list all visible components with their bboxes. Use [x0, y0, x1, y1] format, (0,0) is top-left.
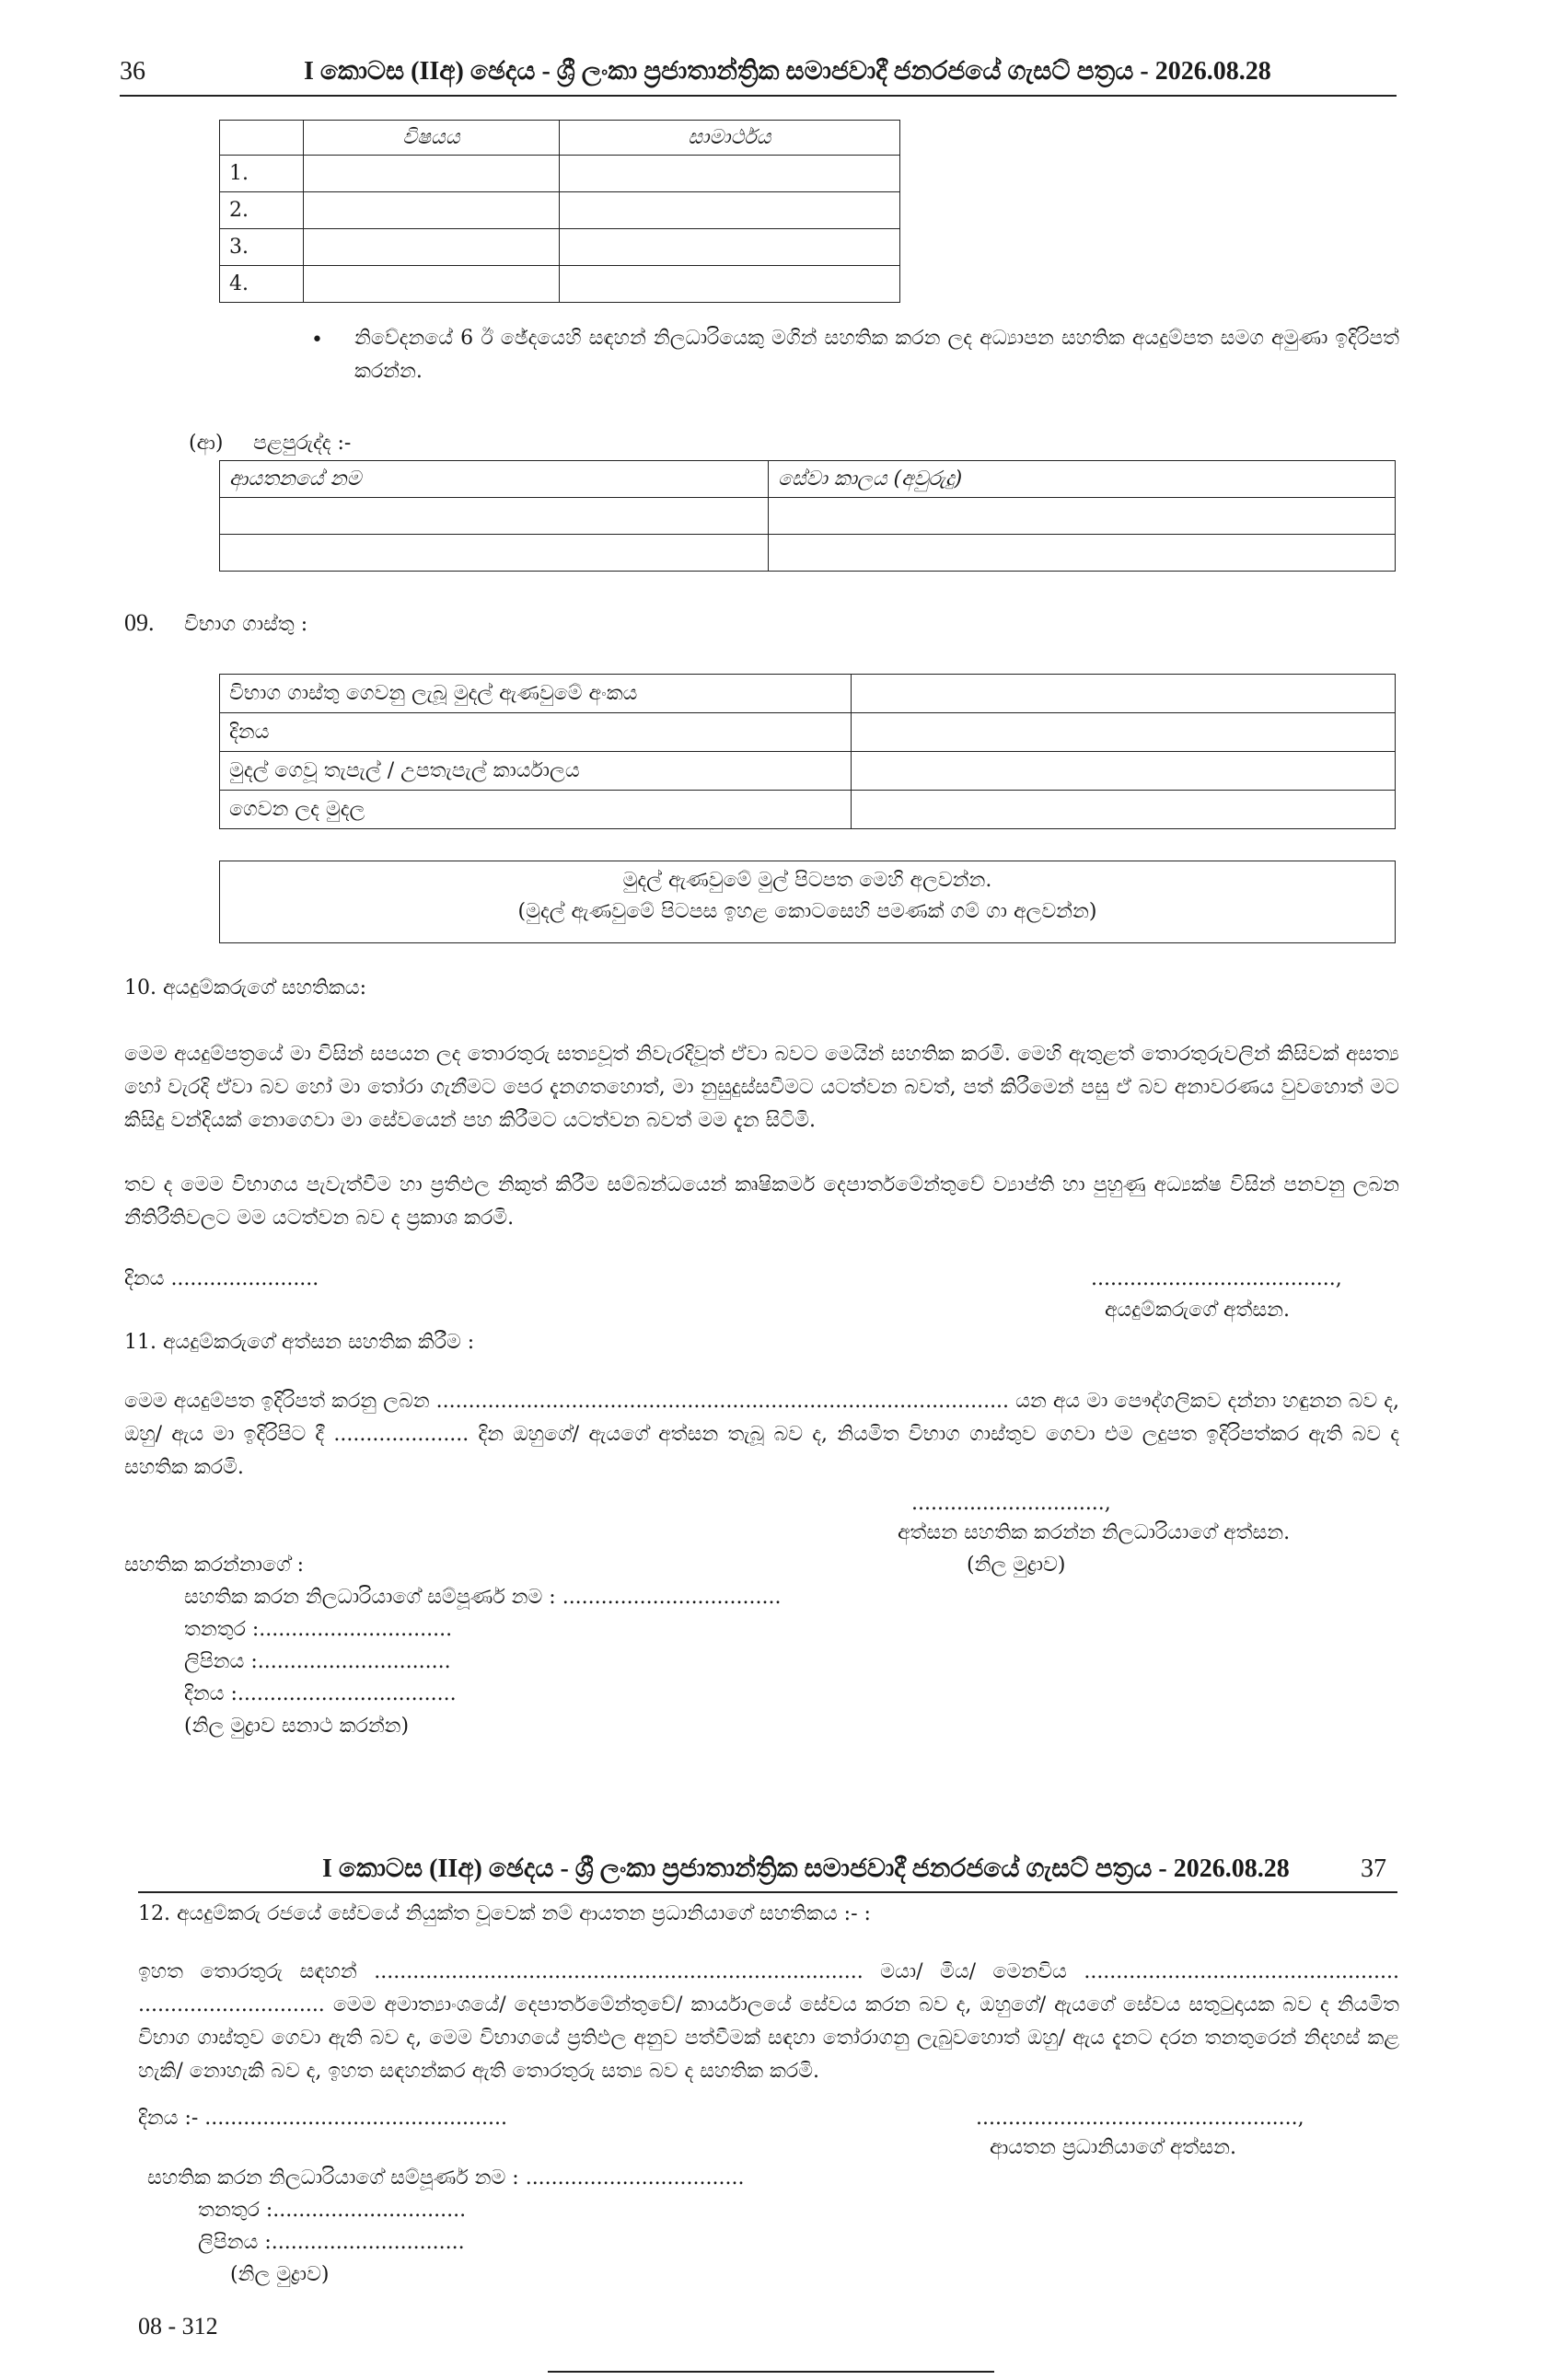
section-12-title: 12. අයදුම්කරු රජයේ සේවයේ නියුක්ත වූවෙක් නම් ආයතන ප්‍රධානියාගේ සහතිකය :- : — [138, 1902, 871, 1925]
table-cell[interactable] — [852, 713, 1396, 752]
experience-label: පළපුරුද්ද :- — [253, 432, 352, 455]
col-header-service-period: සේවා කාලය (අවුරුදු) — [769, 461, 1396, 498]
table-cell[interactable] — [852, 752, 1396, 791]
table-cell[interactable] — [304, 156, 560, 192]
fee-row-label: දිනය — [220, 713, 852, 752]
row-index: 1. — [220, 156, 304, 192]
paste-instruction-note: (මුදල් ඇණවුමේ පිටපස ඉහළ කොටසෙහි පමණක් ගම් ගා අලවන්න) — [517, 900, 1097, 923]
footer-code: 08 - 312 — [138, 2313, 218, 2340]
subjects-table — [219, 120, 900, 303]
row-index: 4. — [220, 266, 304, 303]
table-cell[interactable] — [559, 266, 899, 303]
certifier-signature-line[interactable]: .............................., — [911, 1492, 1111, 1515]
certifier-label: සහතික කරන්නාගේ : — [124, 1554, 305, 1577]
row-index: 2. — [220, 192, 304, 229]
certifier-address-field[interactable]: ලිපිනය :.............................. — [184, 1650, 451, 1673]
seal-confirm-note: (නිල මුද්‍රාව සනාථ කරන්න) — [184, 1715, 410, 1738]
header-rule-2 — [138, 1891, 1397, 1893]
money-order-paste-box — [219, 861, 1396, 943]
section-12-date-field[interactable]: දිනය :- ............................................... — [138, 2107, 507, 2130]
section-9-title: විභාග ගාස්තු : — [184, 613, 308, 636]
bullet-note: නිවේදනයේ 6 ඊ ඡේදයෙහි සඳහන් නිලධාරියෙකු මගින් සහතික කරන ලද අධ්‍යාපන සහතික අයදුම්පත සමග අමුණා ඉදිරිපත් කරන්න. — [354, 327, 1399, 383]
footer-rule — [548, 2371, 994, 2373]
row-index: 3. — [220, 229, 304, 266]
certifier-signature-label: අත්සන සහතික කරන්න නිලධාරියාගේ අත්සන. — [898, 1521, 1291, 1544]
table-cell[interactable] — [220, 535, 769, 572]
table-cell[interactable] — [852, 791, 1396, 829]
section-10-para1: මෙම අයදුම්පත්‍රයේ මා විසින් සපයන ලද තොරතුරු සත්‍යවූත් නිවැරදිවූත් ඒවා බවට මෙයින් සහතික කරමි. මෙහි ඇතුළත් තොරතුරුවලින් කිසිවක් අසත්‍ය හෝ වැරදි ඒවා බව හෝ මා තෝරා ගැනීමට පෙර දැනගතහොත්, මා නුසුදුස්සවීමට යටත්වන බවත්, පත් කිරීමෙන් පසු ඒ බව අනාවරණය වුවහොත් මට කිසිදු වන්දියක් නොගෙවා මා සේවයෙන් පහ කිරීමට යටත්වන බවත් මම දැන සිටිමි. — [124, 1043, 1399, 1132]
section-11-para: මෙම අයදුම්පත ඉදිරිපත් කරනු ලබන ......................................................................................... යන අය මා පෞද්ගලිකව දන්නා හඳුනන බව ද, ඔහු/ ඇය මා ඉදිරිපිට දී ..................... දින ඔහුගේ/ ඇයගේ අත්සන තැබූ බව ද, නියමිත විභාග ගාස්තුව ගෙවා එම ලදුපත ඉදිරිපත්කර ඇති බව ද සහතික කරමි. — [124, 1390, 1399, 1479]
officer-designation-field[interactable]: තනතුර :.............................. — [198, 2199, 467, 2222]
certifier-full-name-field[interactable]: සහතික කරන නිලධාරියාගේ සම්පූර්ණ නම : .................................. — [184, 1586, 782, 1609]
table-cell[interactable] — [304, 266, 560, 303]
section-10-title: 10. අයදුම්කරුගේ සහතිකය: — [124, 976, 366, 999]
table-cell[interactable] — [769, 498, 1396, 535]
table-cell[interactable] — [304, 229, 560, 266]
section-10-date-field[interactable]: දිනය ....................... — [124, 1267, 319, 1290]
officer-full-name-field[interactable]: සහතික කරන නිලධාරියාගේ සම්පූර්ණ නම : .................................. — [147, 2166, 745, 2189]
head-signature-line[interactable]: .................................................., — [976, 2107, 1304, 2130]
section-10-para2: තව ද මෙම විභාගය පැවැත්වීම හා ප්‍රතිඵල නිකුත් කිරීම සම්බන්ධයෙන් කෘෂිකර්ම දෙපාර්තමේන්තුවේ ව්‍යාප්ති හා පුහුණු අධ්‍යක්ෂ විසින් පනවනු ලබන නීතිරීතිවලට මම යටත්වන බව ද ප්‍රකාශ කරමි. — [124, 1173, 1399, 1230]
section-12-para: ඉහත තොරතුරු සඳහන් ............................................................................ මයා/ මිය/ මෙනවිය ................................................. ............................. මෙම අමාත්‍යාංශයේ/ දෙපාර්තමේන්තුවේ/ කාර්යාලයේ සේවය කරන බව ද, ඔහුගේ/ ඇයගේ සේවය සතුටුදායක බව ද නියමිත විභාග ගාස්තුව ගෙවා ඇති බව ද, මෙම විභාගයේ ප්‍රතිඵල අනුව පත්වීමක් සඳහා තෝරාගනු ලැබුවහොත් ඔහු/ ඇය දැනට දරන තනතුරෙන් නිදහස් කළ හැකි/ නොහැකි බව ද, ඉහත සඳහන්කර ඇති තොරතුරු සත්‍ය බව ද සහතික කරමි. — [138, 1960, 1399, 2083]
experience-table — [219, 460, 1396, 572]
table-cell[interactable] — [559, 156, 899, 192]
page-number: 36 — [120, 57, 145, 86]
certifier-designation-field[interactable]: තනතුර :.............................. — [184, 1618, 453, 1641]
paste-instruction: මුදල් ඇණවුමේ මුල් පිටපත මෙහි අලවන්න. — [622, 869, 992, 892]
head-signature-label: ආයතන ප්‍රධානියාගේ අත්සන. — [990, 2136, 1236, 2159]
table-cell[interactable] — [220, 498, 769, 535]
table-cell[interactable] — [852, 675, 1396, 713]
fee-row-label: ගෙවන ලද මුදල — [220, 791, 852, 829]
col-header-index — [220, 121, 304, 156]
exam-fee-table — [219, 674, 1396, 829]
table-cell[interactable] — [304, 192, 560, 229]
bullet-icon: • — [311, 329, 323, 352]
applicant-signature-line[interactable]: ......................................, — [1091, 1267, 1342, 1290]
col-header-subject: විෂයය — [304, 121, 560, 156]
gazette-header-title: I කොටස (IIඅ) ඡෙදය - ශ්‍රී ලංකා ප්‍රජාතාන්ත්‍රික සමාජවාදී ජනරජයේ ගැසට් පත්‍රය - 2026.08.28 — [304, 57, 1271, 86]
official-seal-label: (නිල මුද්‍රාව) — [967, 1554, 1066, 1577]
officer-address-field[interactable]: ලිපිනය :.............................. — [198, 2231, 465, 2254]
section-11-title: 11. අයදුම්කරුගේ අත්සන සහතික කිරීම : — [124, 1331, 475, 1354]
fee-row-label: විභාග ගාස්තු ගෙවනු ලැබූ මුදල් ඇණවුමේ අංකය — [220, 675, 852, 713]
page-number-2: 37 — [1361, 1854, 1386, 1883]
col-header-pass: සාමාර්ථය — [559, 121, 899, 156]
experience-prefix: (ආ) — [189, 432, 224, 455]
table-cell[interactable] — [559, 192, 899, 229]
table-cell[interactable] — [769, 535, 1396, 572]
certifier-date-field[interactable]: දිනය :.................................. — [184, 1682, 457, 1705]
fee-row-label: මුදල් ගෙවූ තැපැල් / උපතැපැල් කාර්යාලය — [220, 752, 852, 791]
official-seal-label-2: (නිල මුද්‍රාව) — [230, 2263, 330, 2286]
header-rule — [120, 95, 1397, 97]
section-9-number: 09. — [124, 609, 155, 636]
applicant-signature-label: අයදුම්කරුගේ අත්සන. — [1105, 1299, 1291, 1322]
gazette-header-title-2: I කොටස (IIඅ) ඡෙදය - ශ්‍රී ලංකා ප්‍රජාතාන්ත්‍රික සමාජවාදී ජනරජයේ ගැසට් පත්‍රය - 2026.08.28 — [322, 1854, 1290, 1883]
col-header-institution: ආයතනයේ නම — [220, 461, 769, 498]
table-cell[interactable] — [559, 229, 899, 266]
